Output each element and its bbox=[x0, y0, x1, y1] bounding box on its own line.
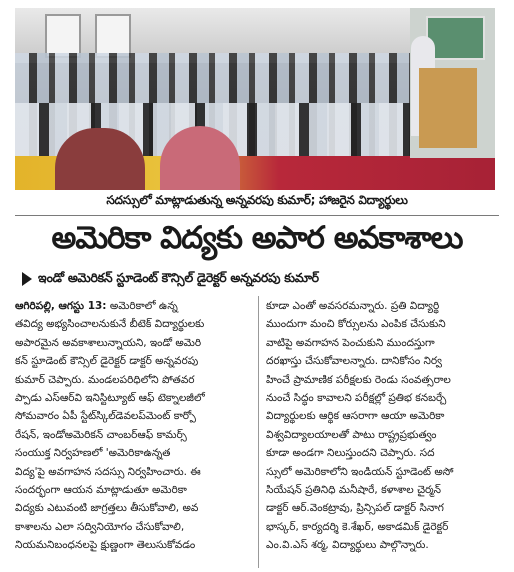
article-line: రేషన్, ఇండోఅమెరికన్ చాంబర్‌ఆఫ్ కామర్స్ bbox=[15, 428, 187, 441]
article-line: వాటిపై అవగాహన పెంచుకుని ముందస్తుగా bbox=[266, 336, 435, 349]
article-line: సియేషన్ ప్రతినిధి మనీషారే, కళాశాల చైర్మన్ bbox=[266, 484, 441, 497]
article-line: డాక్టర్ ఆర్.వెంకట్రావు, ప్రిన్సిపల్ డాక్టర్ సినాగ bbox=[266, 502, 444, 515]
column-divider bbox=[258, 296, 259, 568]
headline: అమెరికా విద్యకు అపార అవకాశాలు bbox=[51, 220, 463, 256]
hall-window bbox=[95, 14, 131, 58]
article-line: నియమనిబంధనలపై క్షుణ్ణంగా తెలుసుకోవడం bbox=[15, 539, 196, 552]
article-line: విద్యార్థులకు ఆర్థిక ఆసరాగా ఆయా అమెరికా bbox=[266, 410, 445, 423]
article-line: విశ్వవిద్యాలయాలతో పాటు రాష్ట్రప్రభుత్వం bbox=[266, 428, 437, 441]
event-photo bbox=[15, 8, 495, 190]
article-line: కాశాలను ఎలా సద్వినియోగం చేసుకోవాలి, bbox=[15, 520, 185, 533]
article-line: కూడా ఎంతో అవసరమన్నారు. ప్రతి విద్యార్థి bbox=[266, 300, 440, 312]
article-line: హించే ప్రామాణిక పరీక్షలకు రెండు సంవత్సరాల bbox=[266, 373, 451, 386]
attendee-figure bbox=[55, 128, 145, 190]
hall-window bbox=[45, 14, 81, 58]
article-line: విద్య'పై అవగాహన సదస్సు నిర్వహించారు. ఈ bbox=[15, 465, 201, 478]
dateline: ఆగిరిపల్లి, ఆగస్టు 13: bbox=[15, 300, 107, 312]
article-column-right bbox=[266, 297, 498, 555]
caption-rule bbox=[15, 215, 499, 216]
article-line: కుమార్ చెప్పారు. మండలపరిధిలోని పోతవర bbox=[15, 373, 195, 386]
subhead: ఇండో అమెరికన్ స్టూడెంట్ కౌన్సిల్ డైరెక్టర్ అన్నవరపు కుమార్ bbox=[38, 270, 319, 285]
article-line: కన్ స్టూడెంట్ కౌన్సిల్ డైరెక్టర్ డాక్టర్ అన్నవరపు bbox=[15, 355, 199, 368]
article-line: భాస్కర్, కార్యదర్శి కె.శేఖర్, అకాడమిక్ డైరెక్టర్ bbox=[266, 520, 449, 533]
article-line: ప్పాడు ఎస్ఆర్‌వి ఇనిస్టిట్యూట్ ఆఫ్ టెక్నాలజీలో bbox=[15, 392, 205, 405]
article-line: సోమవారం ఏపీ స్టేట్‌స్కిల్‌డెవలప్‌మెంట్ కార్పో bbox=[15, 410, 196, 423]
article-line: తవిద్య అభ్యసించాలనుకునే బీటెక్ విద్యార్థులకు bbox=[15, 318, 205, 331]
article-line: ఆగిరిపల్లి, ఆగస్టు 13: అమెరికాలో ఉన్న bbox=[15, 300, 178, 312]
podium bbox=[419, 68, 477, 148]
subhead-row bbox=[22, 270, 502, 290]
article-line: విద్యకు ఎటువంటి జాగ్రత్తలు తీసుకోవాలి, అవ bbox=[15, 502, 199, 515]
article-line: స్సులో అమెరికాలోని ఇండియన్ స్టూడెంట్ అసో bbox=[266, 465, 454, 478]
article-line: సందర్భంగా ఆయన మాట్లాడుతూ అమెరికా bbox=[15, 484, 187, 497]
article-line: సంయుక్త నిర్వహణలో 'అమెరికాఉన్నత bbox=[15, 447, 171, 460]
article-column-left bbox=[15, 297, 251, 555]
article-line: దరఖాస్తు చేసుకోవాలన్నారు. దానికోసం నిర్వ bbox=[266, 355, 442, 368]
article-line: కూడా అండగా నిలుస్తుందని చెప్పారు. సద bbox=[266, 447, 435, 460]
article-line: నుంచే సిద్ధం కావాలని పరీక్షల్లో ప్రతిభ కనబర్చే bbox=[266, 392, 447, 405]
article-line: ముందుగా మంచి కోర్సులను ఎంపిక చేసుకుని bbox=[266, 318, 446, 331]
article-line: ఎం.వి.ఎస్ శర్మ, విద్యార్థులు పాల్గొన్నారు. bbox=[266, 539, 429, 552]
article-line: అపారమైన అవకాశాలున్నాయని, ఇండో అమెరి bbox=[15, 336, 202, 349]
photo-caption: సదస్సులో మాట్లాడుతున్న అన్నవరపు కుమార్; హాజరైన విద్యార్థులు bbox=[106, 193, 408, 207]
arrow-bullet-icon bbox=[22, 272, 32, 286]
